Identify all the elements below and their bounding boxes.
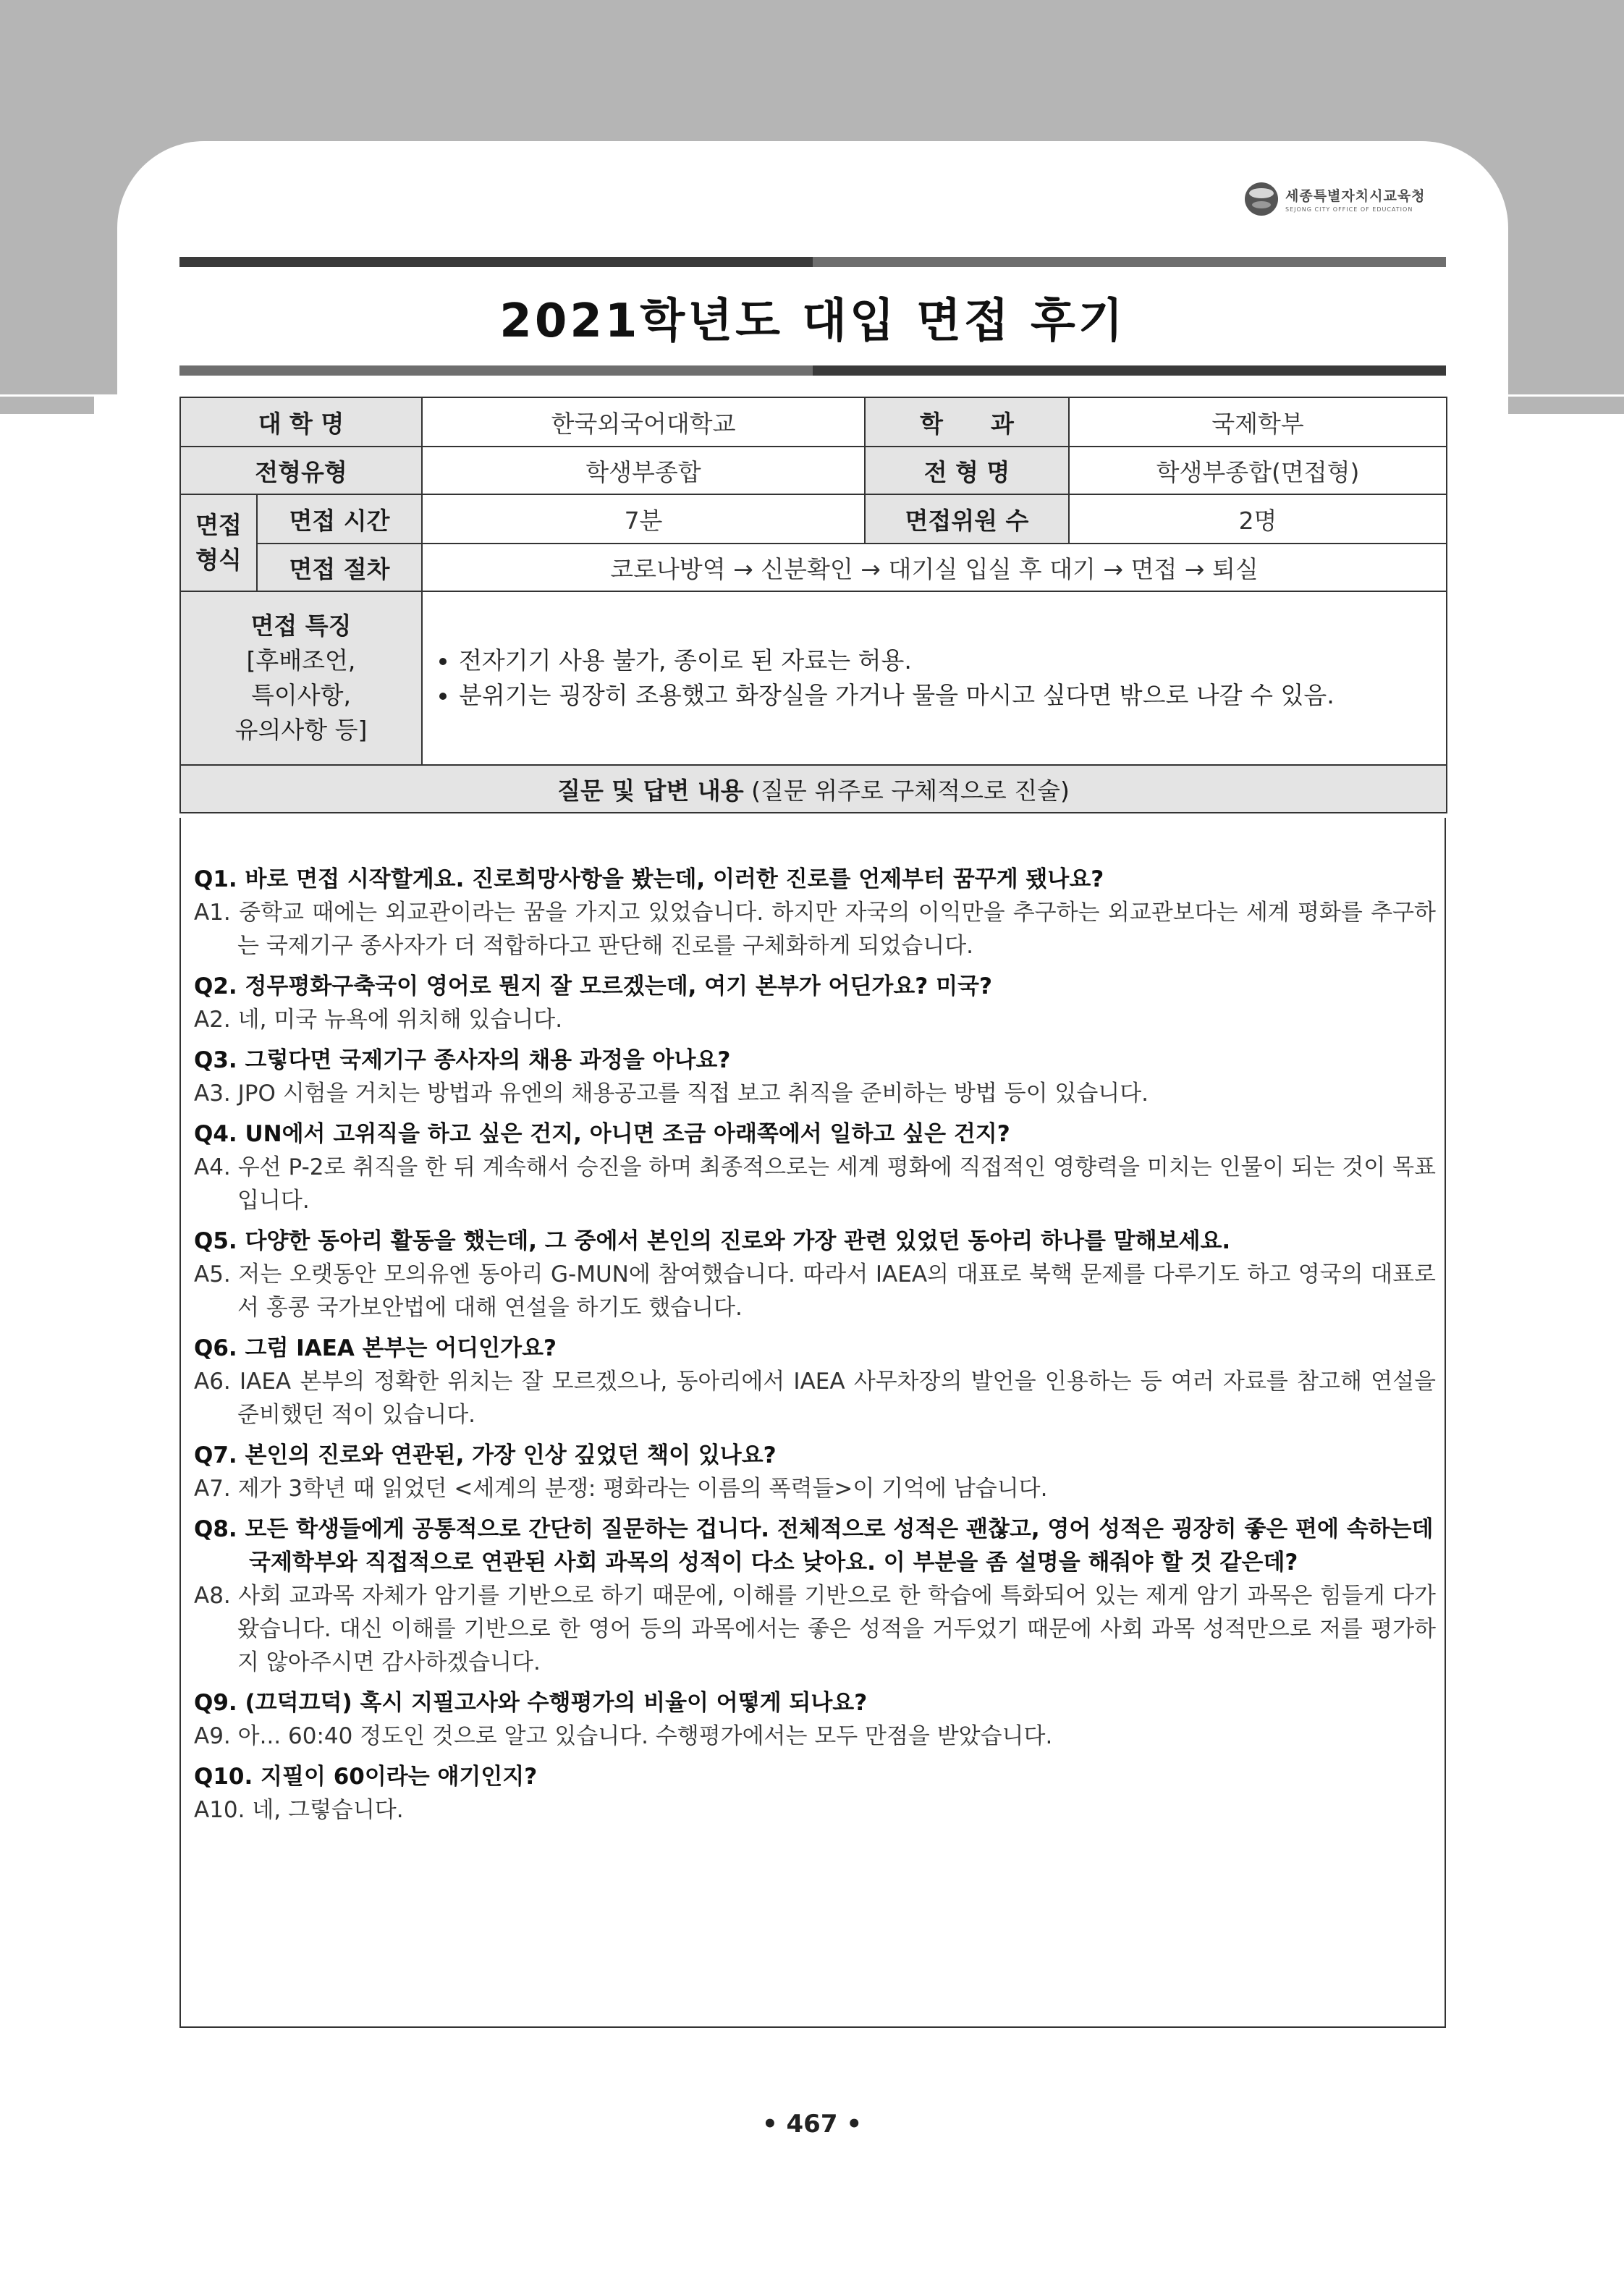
feature-item: • 전자기기 사용 불가, 종이로 된 자료는 허용.: [459, 643, 1446, 678]
right-margin-stripe: [1505, 397, 1624, 414]
department-value: 국제학부: [1069, 397, 1447, 447]
interviewers-label: 면접위원 수: [865, 494, 1069, 544]
question: Q8. 모든 학생들에게 공통적으로 간단히 질문하는 겁니다. 전체적으로 성적은 괜찮고, 영어 성적은 굉장히 좋은 편에 속하는데 국제학부와 직접적으로 연관된 사회 과목의 성적이 다소 낮아요. 이 부분을 좀 설명을 해줘야 할 것 같은데?: [194, 1516, 1434, 1576]
answer: A4. 우선 P-2로 취직을 한 뒤 계속해서 승진을 하며 최종적으로는 세계 평화에 직접적인 영향력을 미치는 인물이 되는 것이 목표입니다.: [194, 1154, 1436, 1214]
emblem-icon: [1245, 182, 1278, 216]
interview-info-table: [179, 397, 1447, 813]
features-label-line: 유의사항 등]: [234, 716, 368, 744]
title-rule-top: [179, 257, 1446, 267]
qa-header-bold: 질문 및 답변 내용: [557, 776, 744, 805]
feature-item: • 분위기는 굉장히 조용했고 화장실을 가거나 물을 마시고 싶다면 밖으로 나갈 수 있음.: [459, 678, 1446, 713]
question: Q9. (끄덕끄덕) 혹시 지필고사와 수행평가의 비율이 어떻게 되나요?: [194, 1690, 868, 1716]
admission-type-value: 학생부종합: [422, 447, 865, 494]
answer: A7. 제가 3학년 때 읽었던 <세계의 분쟁: 평화라는 이름의 폭력들>이 기억에 남습니다.: [194, 1476, 1048, 1502]
question: Q3. 그렇다면 국제기구 종사자의 채용 과정을 아나요?: [194, 1047, 731, 1073]
education-office-logo: [1245, 177, 1462, 221]
procedure-label: 면접 절차: [257, 544, 422, 591]
answer: A8. 사회 교과목 자체가 암기를 기반으로 하기 때문에, 이해를 기반으로 한 학습에 특화되어 있는 제게 암기 과목은 힘들게 다가왔습니다. 대신 이해를 기반으로 한 영어 등의 과목에서는 좋은 성적을 거두었기 때문에 사회 과목 성적만으로 저를 평가하지 않아주시면 감사하겠습니다.: [194, 1583, 1437, 1675]
interviewers-value: 2명: [1069, 494, 1447, 544]
admission-type-label: 전형유형: [180, 447, 422, 494]
question: Q10. 지필이 60이라는 얘기인지?: [194, 1764, 538, 1790]
answer: A10. 네, 그렇습니다.: [194, 1797, 404, 1823]
time-value: 7분: [422, 494, 865, 544]
qa-list: [194, 863, 1436, 1827]
university-label: 대 학 명: [180, 397, 422, 447]
university-value: 한국외국어대학교: [422, 397, 865, 447]
logo-text-kr: 세종특별자치시교육청: [1285, 188, 1426, 204]
admission-name-value: 학생부종합(면접형): [1069, 447, 1447, 494]
answer: A1. 중학교 때에는 외교관이라는 꿈을 가지고 있었습니다. 하지만 자국의 이익만을 추구하는 외교관보다는 세계 평화를 추구하는 국제기구 종사자가 더 적합하다고 판단해 진로를 구체화하게 되었습니다.: [194, 900, 1436, 959]
answer: A2. 네, 미국 뉴욕에 위치해 있습니다.: [194, 1007, 563, 1033]
question: Q7. 본인의 진로와 연관된, 가장 인상 깊었던 책이 있나요?: [194, 1442, 777, 1468]
question: Q2. 정무평화구축국이 영어로 뭔지 잘 모르겠는데, 여기 본부가 어딘가요? 미국?: [194, 973, 992, 999]
features-label-line: 면접 특징: [250, 612, 352, 640]
features-label-line: [후배조언,: [246, 646, 356, 675]
procedure-value: 코로나방역 → 신분확인 → 대기실 입실 후 대기 → 면접 → 퇴실: [422, 544, 1447, 591]
answer: A6. IAEA 본부의 정확한 위치는 잘 모르겠으나, 동아리에서 IAEA 사무차장의 발언을 인용하는 등 여러 자료를 참고해 연설을 준비했던 적이 있습니다.: [194, 1369, 1436, 1428]
title-rule-bottom: [179, 365, 1446, 376]
qa-section-header: [180, 765, 1447, 813]
question: Q1. 바로 면접 시작할게요. 진로희망사항을 봤는데, 이러한 진로를 언제부터 꿈꾸게 됐나요?: [194, 866, 1104, 892]
qa-content-box: [179, 818, 1446, 2028]
answer: A9. 아... 60:40 정도인 것으로 알고 있습니다. 수행평가에서는 모두 만점을 받았습니다.: [194, 1723, 1053, 1749]
qa-header-note: (질문 위주로 구체적으로 진술): [743, 776, 1070, 805]
answer: A5. 저는 오랫동안 모의유엔 동아리 G-MUN에 참여했습니다. 따라서 IAEA의 대표로 북핵 문제를 다루기도 하고 영국의 대표로서 홍콩 국가보안법에 대해 연설을 하기도 했습니다.: [194, 1261, 1436, 1321]
question: Q6. 그럼 IAEA 본부는 어디인가요?: [194, 1335, 557, 1361]
format-label: 면접 형식: [180, 494, 257, 591]
time-label: 면접 시간: [257, 494, 422, 544]
logo-text-en: SEJONG CITY OFFICE OF EDUCATION: [1285, 206, 1413, 213]
left-margin-stripe: [0, 397, 94, 414]
department-label: 학 과: [865, 397, 1069, 447]
features-value: [422, 591, 1447, 765]
features-label: [180, 591, 422, 765]
features-label-line: 특이사항,: [250, 681, 351, 709]
page-title: 2021학년도 대입 면접 후기: [499, 295, 1126, 348]
question: Q4. UN에서 고위직을 하고 싶은 건지, 아니면 조금 아래쪽에서 일하고 싶은 건지?: [194, 1121, 1010, 1147]
admission-name-label: 전 형 명: [865, 447, 1069, 494]
answer: A3. JPO 시험을 거치는 방법과 유엔의 채용공고를 직접 보고 취직을 준비하는 방법 등이 있습니다.: [194, 1081, 1149, 1107]
question: Q5. 다양한 동아리 활동을 했는데, 그 중에서 본인의 진로와 가장 관련 있었던 동아리 하나를 말해보세요.: [194, 1228, 1231, 1254]
page-number: • 467 •: [761, 2110, 863, 2139]
